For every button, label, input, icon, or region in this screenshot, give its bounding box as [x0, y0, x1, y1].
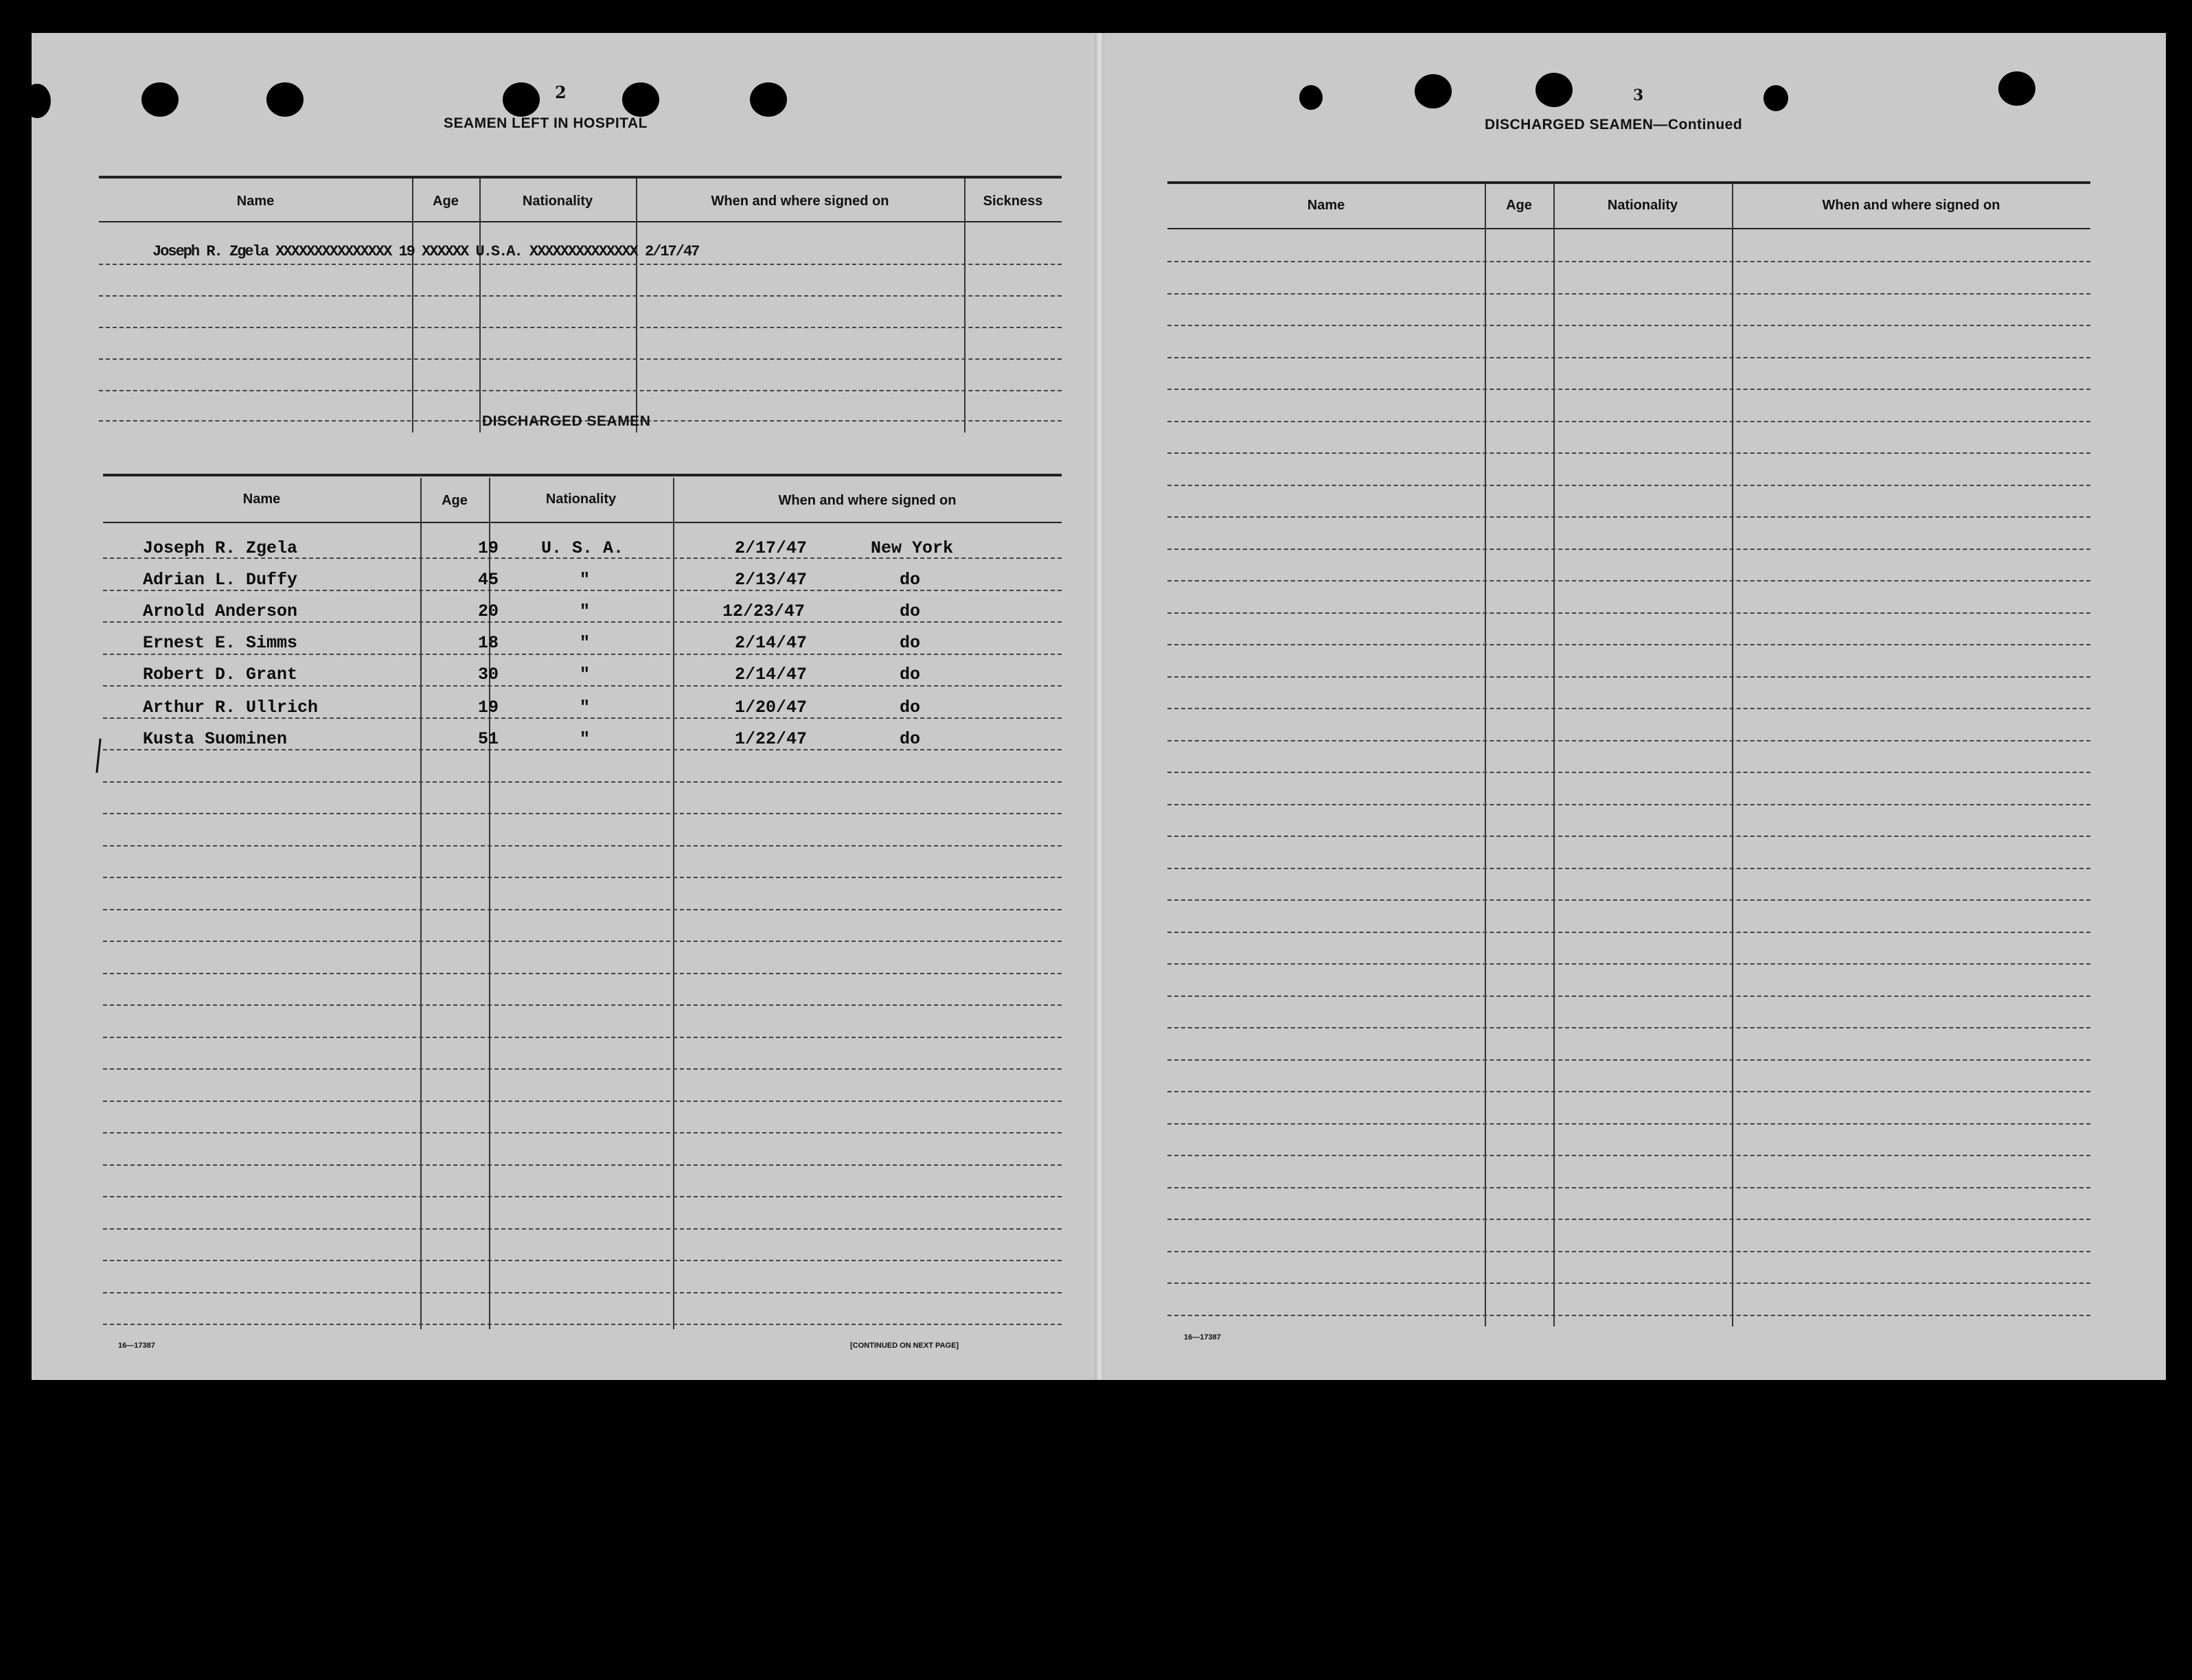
binder-hole [622, 82, 659, 117]
ruling-line [1167, 644, 2090, 645]
page-number: 2 [555, 82, 567, 102]
continued-col-age: Age [1506, 198, 1532, 213]
discharged-row-age: 19 [478, 698, 499, 717]
ruling-line [1167, 996, 2090, 997]
discharged-row-date: 2/14/47 [735, 665, 808, 684]
ruling-line [1167, 740, 2090, 741]
page-number: 3 [1633, 87, 1644, 104]
hospital-col-signed-on: When and where signed on [711, 194, 889, 209]
page-fold [1095, 33, 1104, 1380]
continued-col-signed-on: When and where signed on [1822, 198, 2000, 213]
ruling-line [103, 941, 1062, 942]
ruling-line [1167, 708, 2090, 709]
discharged-section-title: DISCHARGED SEAMEN [482, 413, 651, 429]
discharged-row-name: Robert D. Grant [143, 665, 298, 684]
ruling-line [1167, 963, 2090, 965]
ruling-line [1167, 325, 2090, 326]
ruling-line [1167, 1187, 2090, 1188]
discharged-row-place: do [900, 633, 921, 653]
ruling-line [103, 845, 1062, 847]
hospital-col-name: Name [236, 194, 275, 209]
hospital-table [99, 143, 1062, 431]
ruling-line [1167, 421, 2090, 422]
ruling-line [103, 813, 1062, 814]
discharged-continued-title: DISCHARGED SEAMEN—Continued [1485, 117, 1743, 133]
discharged-row-age: 45 [478, 570, 499, 590]
ruling-line [103, 685, 1062, 687]
ruling-line [103, 717, 1062, 719]
ruling-line [103, 909, 1062, 910]
discharged-row-age: 18 [478, 633, 499, 653]
ruling-line [1167, 836, 2090, 837]
ruling-line [1167, 1219, 2090, 1220]
ruling-line [1167, 1059, 2090, 1061]
ruling-line [1167, 868, 2090, 869]
discharged-row-name: Ernest E. Simms [143, 633, 298, 653]
discharged-row-age: 51 [478, 729, 499, 749]
ruling-line [1167, 357, 2090, 358]
discharged-row-nationality: U. S. A. [541, 538, 624, 558]
ruling-line [103, 1164, 1062, 1166]
ruling-line [1167, 452, 2090, 454]
binder-hole [266, 82, 304, 117]
binder-hole [23, 84, 51, 118]
ruling-line [1167, 932, 2090, 933]
ruling-line [1167, 1251, 2090, 1252]
discharged-row-place: do [900, 698, 921, 717]
ruling-line [103, 1132, 1062, 1134]
form-number: 16—17387 [118, 1342, 155, 1350]
discharged-col-nationality: Nationality [545, 492, 617, 507]
ruling-line [103, 1004, 1062, 1006]
ruling-line [1167, 1315, 2090, 1316]
discharged-row-age: 20 [478, 601, 499, 621]
discharged-continued-table [1167, 143, 2090, 1317]
discharged-col-age: Age [442, 493, 468, 508]
hospital-section-title: SEAMEN LEFT IN HOSPITAL [444, 115, 648, 131]
ruling-line [103, 621, 1062, 623]
ruling-line [1167, 1123, 2090, 1125]
discharged-row-place: do [900, 729, 921, 749]
ruling-line [103, 557, 1062, 559]
discharged-row-name: Joseph R. Zgela [143, 538, 298, 558]
continued-col-name: Name [1307, 198, 1345, 213]
ruling-line [1167, 1282, 2090, 1284]
discharged-row-place: do [900, 665, 921, 684]
ruling-line [1167, 389, 2090, 390]
binder-hole [1535, 73, 1573, 107]
ruling-line [103, 1292, 1062, 1293]
ruling-line [1167, 804, 2090, 805]
right-page [1104, 33, 2166, 1380]
discharged-row-place: New York [871, 538, 954, 558]
ruling-line [103, 781, 1062, 783]
discharged-row-nationality: " [580, 601, 591, 621]
ruling-line [103, 1260, 1062, 1261]
ruling-line [1167, 772, 2090, 773]
ruling-line [103, 1324, 1062, 1325]
ruling-line [103, 1228, 1062, 1230]
discharged-row-nationality: " [580, 698, 591, 717]
hospital-col-sickness: Sickness [983, 194, 1043, 209]
ruling-line [103, 973, 1062, 974]
ruling-line [1167, 261, 2090, 262]
ruling-line [1167, 612, 2090, 614]
binder-hole [141, 82, 179, 117]
discharged-row-date: 2/13/47 [735, 570, 808, 590]
binder-hole [503, 82, 540, 117]
discharged-row-age: 30 [478, 665, 499, 684]
binder-hole [750, 82, 787, 117]
discharged-table [103, 442, 1062, 1335]
ruling-line [103, 654, 1062, 655]
ruling-line [1167, 1091, 2090, 1092]
ruling-line [103, 1037, 1062, 1038]
left-page [32, 33, 1095, 1380]
discharged-row-name: Arnold Anderson [143, 601, 298, 621]
discharged-row-date: 2/17/47 [735, 538, 808, 558]
ruling-line [1167, 485, 2090, 486]
discharged-row-date: 1/20/47 [735, 698, 808, 717]
discharged-row-age: 19 [478, 538, 499, 558]
ruling-line [1167, 580, 2090, 582]
binder-hole [1415, 74, 1452, 108]
ruling-line [1167, 293, 2090, 295]
discharged-row-place: do [900, 601, 921, 621]
ruling-line [1167, 676, 2090, 678]
discharged-row-nationality: " [580, 729, 591, 749]
binder-hole [1299, 85, 1323, 110]
continued-note: [CONTINUED ON NEXT PAGE] [850, 1342, 959, 1350]
ruling-line [103, 749, 1062, 750]
discharged-row-nationality: " [580, 570, 591, 590]
hospital-col-age: Age [433, 194, 459, 209]
ruling-line [103, 1196, 1062, 1197]
discharged-row-name: Kusta Suominen [143, 729, 288, 749]
binder-hole [1998, 71, 2035, 106]
ruling-line [1167, 899, 2090, 901]
ruling-line [1167, 516, 2090, 518]
discharged-row-date: 1/22/47 [735, 729, 808, 749]
discharged-col-name: Name [242, 492, 281, 507]
continued-col-nationality: Nationality [1607, 198, 1678, 213]
discharged-row-name: Adrian L. Duffy [143, 570, 298, 590]
discharged-col-signed-on: When and where signed on [778, 493, 957, 508]
discharged-row-nationality: " [580, 633, 591, 653]
discharged-row-name: Arthur R. Ullrich [143, 698, 319, 717]
discharged-row-place: do [900, 570, 921, 590]
ruling-line [103, 1068, 1062, 1070]
ruling-line [103, 877, 1062, 878]
discharged-row-nationality: " [580, 665, 591, 684]
form-number: 16—17387 [1184, 1333, 1221, 1342]
binder-hole [1763, 85, 1788, 111]
discharged-row-date: 12/23/47 [722, 601, 806, 621]
hospital-col-nationality: Nationality [522, 194, 593, 209]
crossed-out-hospital-entry: Joseph R. Zgela XXXXXXXXXXXXXXX 19 XXXXXX U.S.A. XXXXXXXXXXXXXX 2/17/47 [152, 243, 699, 260]
ruling-line [1167, 549, 2090, 550]
ruling-line [103, 1101, 1062, 1102]
ruling-line [1167, 1027, 2090, 1028]
discharged-row-date: 2/14/47 [735, 633, 808, 653]
ruling-line [103, 590, 1062, 591]
ruling-line [1167, 1155, 2090, 1156]
